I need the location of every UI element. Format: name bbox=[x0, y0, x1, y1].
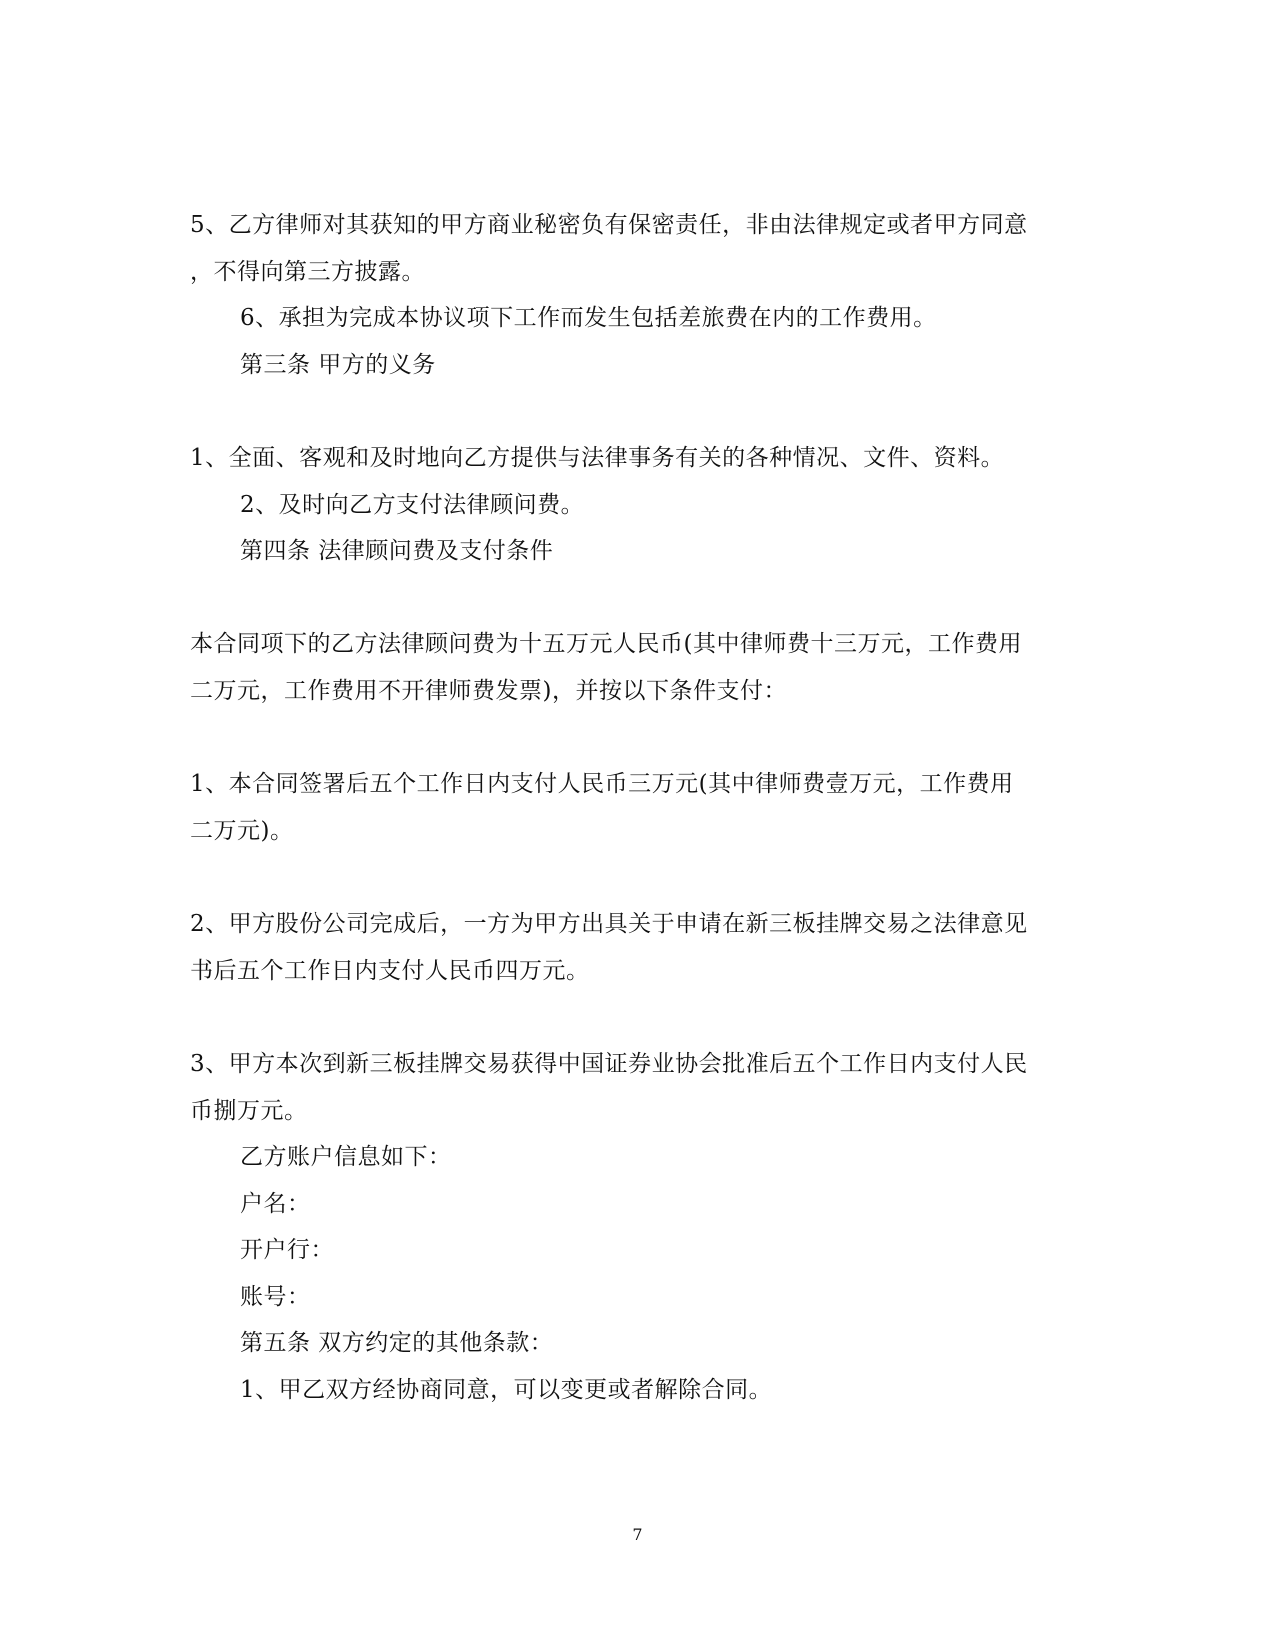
account-number-label: 账号： bbox=[240, 1284, 311, 1310]
clause-4-heading: 第四条 法律顾问费及支付条件 bbox=[240, 538, 554, 564]
clause-4-item-1-line-2: 二万元)。 bbox=[190, 818, 294, 844]
clause-5-heading: 第五条 双方约定的其他条款： bbox=[240, 1330, 554, 1356]
clause-2-item-5-line-1: 5、乙方律师对其获知的甲方商业秘密负有保密责任，非由法律规定或者甲方同意 bbox=[190, 212, 1028, 238]
clause-4-intro-line-2: 二万元，工作费用不开律师费发票)，并按以下条件支付： bbox=[190, 678, 787, 704]
bank-label: 开户行： bbox=[240, 1237, 334, 1263]
clause-4-item-2-line-1: 2、甲方股份公司完成后，一方为甲方出具关于申请在新三板挂牌交易之法律意见 bbox=[190, 911, 1028, 937]
clause-2-item-5-line-2: ，不得向第三方披露。 bbox=[190, 259, 425, 285]
page-number: 7 bbox=[632, 1525, 643, 1544]
clause-3-heading: 第三条 甲方的义务 bbox=[240, 352, 436, 378]
account-name-label: 户名： bbox=[240, 1191, 311, 1217]
clause-4-item-3-line-1: 3、甲方本次到新三板挂牌交易获得中国证券业协会批准后五个工作日内支付人民 bbox=[190, 1051, 1028, 1077]
clause-4-item-2-line-2: 书后五个工作日内支付人民币四万元。 bbox=[190, 958, 590, 984]
clause-2-item-6: 6、承担为完成本协议项下工作而发生包括差旅费在内的工作费用。 bbox=[240, 305, 937, 331]
clause-5-item-1: 1、甲乙双方经协商同意，可以变更或者解除合同。 bbox=[240, 1377, 773, 1403]
clause-4-intro-line-1: 本合同项下的乙方法律顾问费为十五万元人民币(其中律师费十三万元，工作费用 bbox=[190, 631, 1022, 657]
account-info-heading: 乙方账户信息如下： bbox=[240, 1144, 452, 1170]
clause-4-item-3-line-2: 币捌万元。 bbox=[190, 1098, 308, 1124]
clause-4-item-1-line-1: 1、本合同签署后五个工作日内支付人民币三万元(其中律师费壹万元，工作费用 bbox=[190, 771, 1014, 797]
clause-3-item-2: 2、及时向乙方支付法律顾问费。 bbox=[240, 492, 585, 518]
clause-3-item-1: 1、全面、客观和及时地向乙方提供与法律事务有关的各种情况、文件、资料。 bbox=[190, 445, 1005, 471]
